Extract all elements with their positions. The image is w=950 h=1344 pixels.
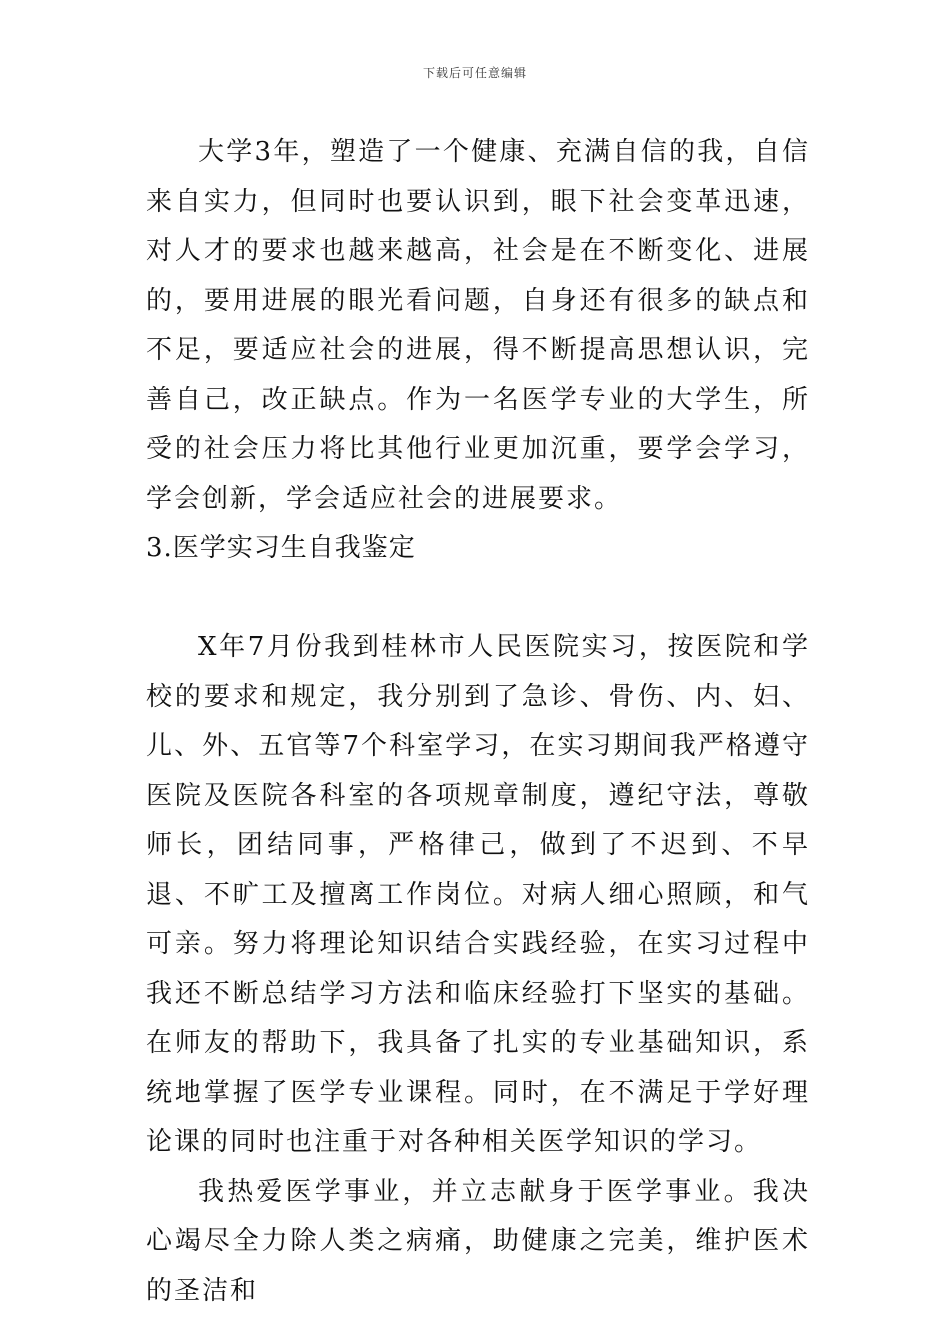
paragraph-internship: X年7月份我到桂林市人民医院实习，按医院和学校的要求和规定，我分别到了急诊、骨伤、内、妇、儿、外、五官等7个科室学习，在实习期间我严格遵守医院及医院各科室的各项规章制度，遵纪守法，尊敬师长，团结同事，严格律己，做到了不迟到、不早退、不旷工及擅离工作岗位。对病人细心照顾，和气可亲。努力将理论知识结合实践经验，在实习过程中我还不断总结学习方法和临床经验打下坚实的基础。在师友的帮助下，我具备了扎实的专业基础知识，系统地掌握了医学专业课程。同时，在不满足于学好理论课的同时也注重于对各种相关医学知识的学习。 <box>146 632 810 1157</box>
paragraph-self-confidence: 大学3年，塑造了一个健康、充满自信的我，自信来自实力，但同时也要认识到，眼下社会变革迅速，对人才的要求也越来越高，社会是在不断变化、进展的，要用进展的眼光看问题，自身还有很多的缺点和不足，要适应社会的进展，得不断提高思想认识，完善自己，改正缺点。作为一名医学专业的大学生，所受的社会压力将比其他行业更加沉重，要学会学习，学会创新，学会适应社会的进展要求。 <box>146 137 810 514</box>
section-heading: 3.医学实习生自我鉴定 <box>146 533 416 563</box>
blank-line <box>146 574 810 624</box>
document-body <box>146 128 810 1316</box>
page-header: 下载后可任意编辑 <box>422 66 527 80</box>
paragraph-dedication: 我热爱医学事业，并立志献身于医学事业。我决心竭尽全力除人类之病痛，助健康之完美，维护医术的圣洁和 <box>146 1176 810 1306</box>
